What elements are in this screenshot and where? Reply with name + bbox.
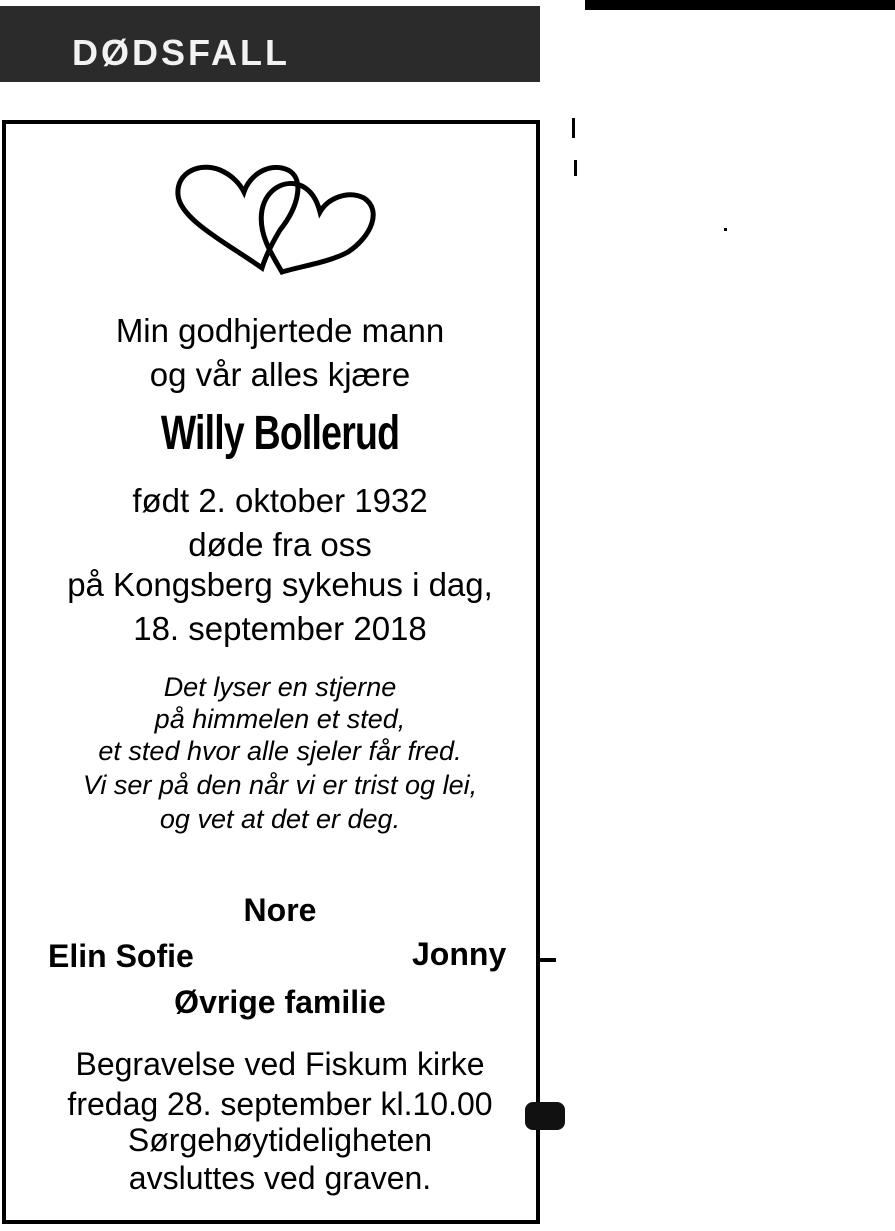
verse-line-1: Det lyser en stjerne	[163, 672, 397, 702]
print-speck	[574, 160, 577, 176]
verse-line-5: og vet at det er deg.	[159, 804, 401, 834]
funeral-line-2: fredag 28. september kl.10.00	[67, 1086, 493, 1122]
other-family: Øvrige familie	[174, 984, 386, 1020]
funeral-line-1: Begravelse ved Fiskum kirke	[75, 1046, 485, 1082]
spouse-name: Nore	[243, 892, 317, 928]
child-name-left: Elin Sofie	[48, 938, 194, 974]
intro-line-2: og vår alles kjære	[149, 356, 411, 393]
death-line: døde fra oss	[188, 526, 372, 563]
death-date-line: 18. september 2018	[133, 610, 427, 647]
verse-line-3: et sted hvor alle sjeler får fred.	[98, 736, 462, 766]
top-edge-rule	[585, 0, 895, 10]
place-of-death-line: på Kongsberg sykehus i dag,	[67, 566, 493, 603]
verse-line-2: på himmelen et sted,	[154, 704, 406, 734]
two-hearts-outline-icon	[170, 160, 380, 280]
intro-line-1: Min godhjertede mann	[115, 312, 445, 349]
funeral-line-4: avsluttes ved graven.	[128, 1160, 432, 1196]
section-title: DØDSFALL	[72, 32, 290, 73]
print-speck	[572, 118, 575, 138]
section-header-bar	[0, 6, 540, 82]
print-speck	[724, 228, 727, 231]
funeral-line-3: Sørgehøytideligheten	[127, 1122, 433, 1158]
child-name-right: Jonny	[412, 936, 507, 972]
verse-line-4: Vi ser på den når vi er trist og lei,	[82, 770, 478, 800]
deceased-name: Willy Bollerud	[160, 407, 400, 460]
print-speck	[538, 958, 556, 962]
ink-blot	[525, 1102, 565, 1130]
birth-date-line: født 2. oktober 1932	[132, 482, 428, 519]
